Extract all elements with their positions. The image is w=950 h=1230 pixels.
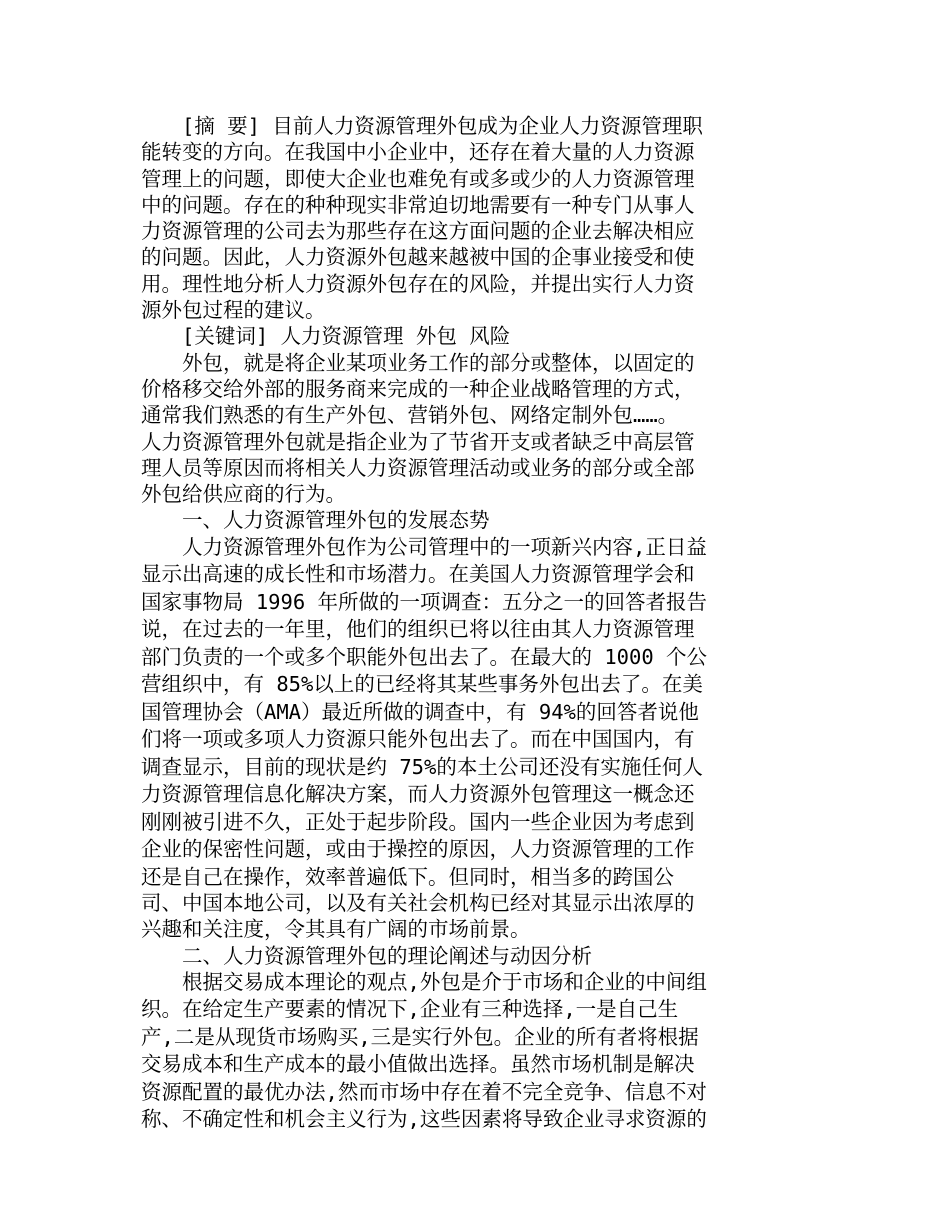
abstract-line: 中的问题。存在的种种现实非常迫切地需要有一种专门从事人 [141,192,695,217]
intro-line: 人力资源管理外包就是指企业为了节省开支或者缺乏中高层管 [141,429,695,454]
intro-line: 外包，就是将企业某项业务工作的部分或整体，以固定的 [182,350,695,375]
abstract-line: 能转变的方向。在我国中小企业中，还存在着大量的人力资源 [141,140,695,165]
section2-line: 产,二是从现货市场购买,三是实行外包。企业的所有者将根据 [141,1024,699,1049]
section1-line: 企业的保密性问题，或由于操控的原因，人力资源管理的工作 [141,837,695,862]
section1-line: 还是自己在操作，效率普遍低下。但同时，相当多的跨国公 [141,864,674,889]
section1-line: 力资源管理信息化解决方案，而人力资源外包管理这一概念还 [141,782,695,807]
section2-line: 织。在给定生产要素的情况下,企业有三种选择,一是自己生 [141,997,679,1022]
section1-line: 国家事物局 1996 年所做的一项调查：五分之一的回答者报告 [141,589,708,614]
abstract-line: 源外包过程的建议。 [141,298,326,323]
section2-line: 称、不确定性和机会主义行为,这些因素将导致企业寻求资源的 [141,1107,707,1132]
section1-line: 说，在过去的一年里，他们的组织已将以往由其人力资源管理 [141,617,695,642]
section1-line: 司、中国本地公司，以及有关社会机构已经对其显示出浓厚的 [141,891,695,916]
intro-line: 通常我们熟悉的有生产外包、营销外包、网络定制外包……。 [141,403,679,428]
section2-paragraph [141,969,751,1134]
abstract-line: 用。理性地分析人力资源外包存在的风险，并提出实行人力资 [141,271,695,296]
keywords-line: [关键词] 人力资源管理 外包 风险 [182,324,511,349]
section1-line: 国管理协会（AMA）最近所做的调查中，有 94%的回答者说他 [141,699,699,724]
intro-line: 外包给供应商的行为。 [141,482,346,507]
section1-paragraph [141,534,751,943]
document-page [141,113,751,1134]
section1-line: 兴趣和关注度，令其具有广阔的市场前景。 [141,917,531,942]
abstract-line: [摘 要] 目前人力资源管理外包成为企业人力资源管理职 [182,114,703,138]
section2-line: 资源配置的最优办法,然而市场中存在着不完全竞争、信息不对 [141,1079,707,1104]
intro-paragraph [141,350,751,508]
abstract-line: 的问题。因此，人力资源外包越来越被中国的企事业接受和使 [141,245,695,270]
section-heading-1: 一、人力资源管理外包的发展态势 [182,508,490,533]
section2-line: 根据交易成本理论的观点,外包是介于市场和企业的中间组 [182,969,707,994]
abstract-line: 力资源管理的公司去为那些存在这方面问题的企业去解决相应 [141,219,695,244]
section1-line: 营组织中，有 85%以上的已经将其某些事务外包出去了。在美 [141,672,703,697]
intro-line: 价格移交给外部的服务商来完成的一种企业战略管理的方式， [141,376,695,401]
section1-line: 显示出高速的成长性和市场潜力。在美国人力资源管理学会和 [141,562,695,587]
abstract-paragraph [141,113,751,323]
section1-line: 刚刚被引进不久，正处于起步阶段。国内一些企业因为考虑到 [141,809,695,834]
abstract-line: 管理上的问题，即使大企业也难免有或多或少的人力资源管理 [141,166,695,191]
section1-line: 调查显示，目前的现状是约 75%的本土公司还没有实施任何人 [141,754,703,779]
intro-line: 理人员等原因而将相关人力资源管理活动或业务的部分或全部 [141,455,695,480]
section-heading-2: 二、人力资源管理外包的理论阐述与动因分析 [182,943,592,968]
section1-line: 人力资源管理外包作为公司管理中的一项新兴内容,正日益 [182,534,707,559]
section1-line: 们将一项或多项人力资源只能外包出去了。而在中国国内，有 [141,727,695,752]
section1-line: 部门负责的一个或多个职能外包出去了。在最大的 1000 个公 [141,644,708,669]
section2-line: 交易成本和生产成本的最小值做出选择。虽然市场机制是解决 [141,1052,695,1077]
